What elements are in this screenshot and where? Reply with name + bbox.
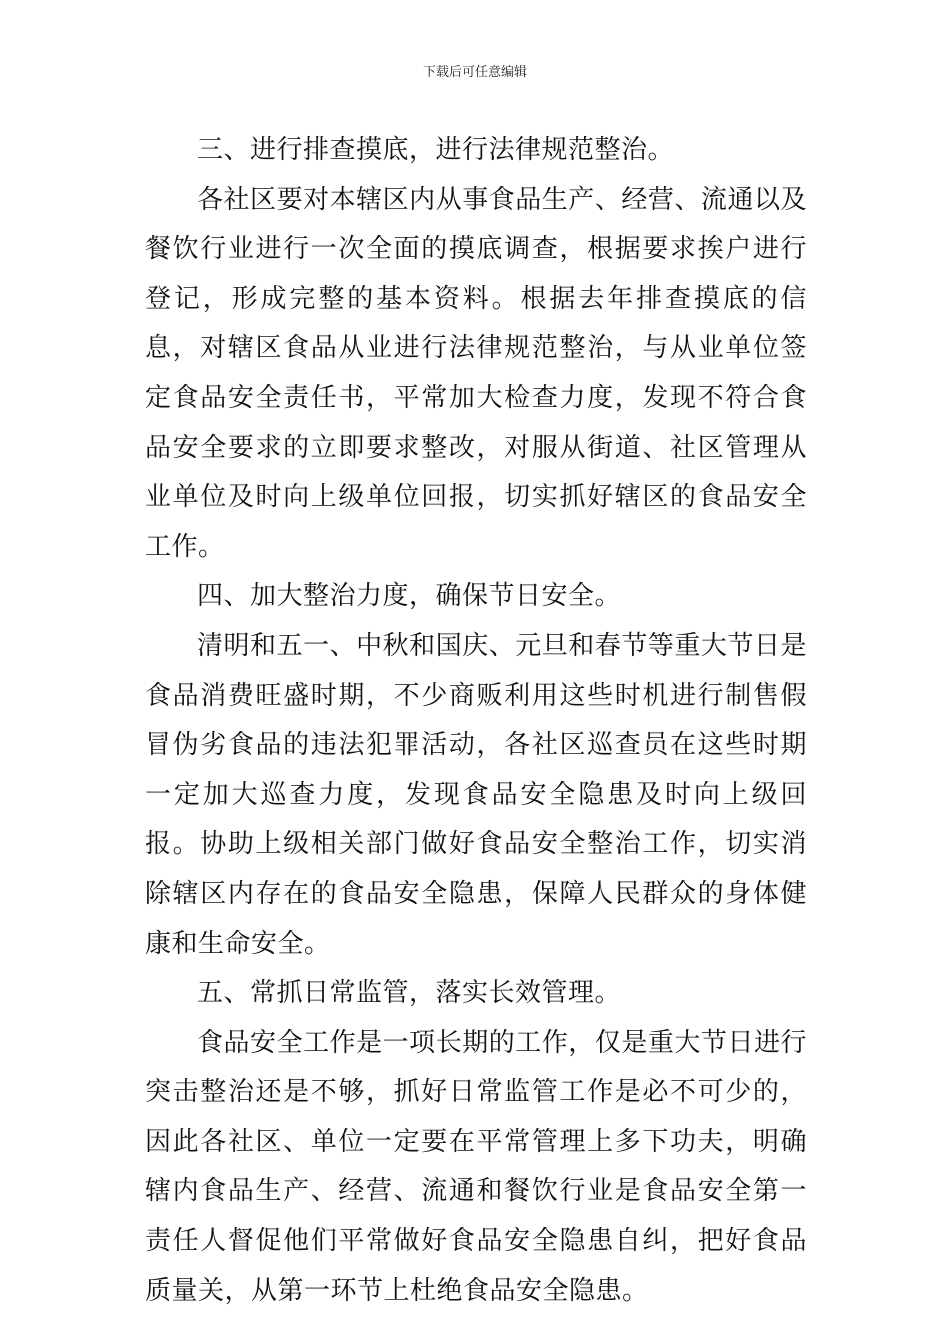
section-heading-4: 四、加大整治力度，确保节日安全。 [197,581,622,612]
header-note: 下载后可任意编辑 [422,65,527,80]
paragraph-4-body: 清明和五一、中秋和国庆、元旦和春节等重大节日是食品消费旺盛时期，不少商贩利用这些时机进行制售假冒伪劣食品的违法犯罪活动，各社区巡查员在这些时期一定加大巡查力度，发现食品安全隐患及时向上级回报。协助上级相关部门做好食品安全整治工作，切实消除辖区内存在的食品安全隐患，保障人民群众的身体健康和生命安全。 [145,630,807,959]
document-body [145,126,807,1316]
section-heading-5: 五、常抓日常监管，落实长效管理。 [197,978,622,1009]
section-heading-3: 三、进行排查摸底，进行法律规范整治。 [197,135,675,165]
paragraph-3-body: 各社区要对本辖区内从事食品生产、经营、流通以及餐饮行业进行一次全面的摸底调查，根据要求挨户进行登记，形成完整的基本资料。根据去年排查摸底的信息，对辖区食品从业进行法律规范整治，与从业单位签定食品安全责任书，平常加大检查力度，发现不符合食品安全要求的立即要求整改，对服从街道、社区管理从业单位及时向上级单位回报，切实抓好辖区的食品安全工作。 [145,184,807,562]
paragraph-5-body: 食品安全工作是一项长期的工作，仅是重大节日进行突击整治还是不够，抓好日常监管工作是必不可少的，因此各社区、单位一定要在平常管理上多下功夫，明确辖内食品生产、经营、流通和餐饮行业是食品安全第一责任人督促他们平常做好食品安全隐患自纠，把好食品质量关，从第一环节上杜绝食品安全隐患。 [145,1027,807,1306]
